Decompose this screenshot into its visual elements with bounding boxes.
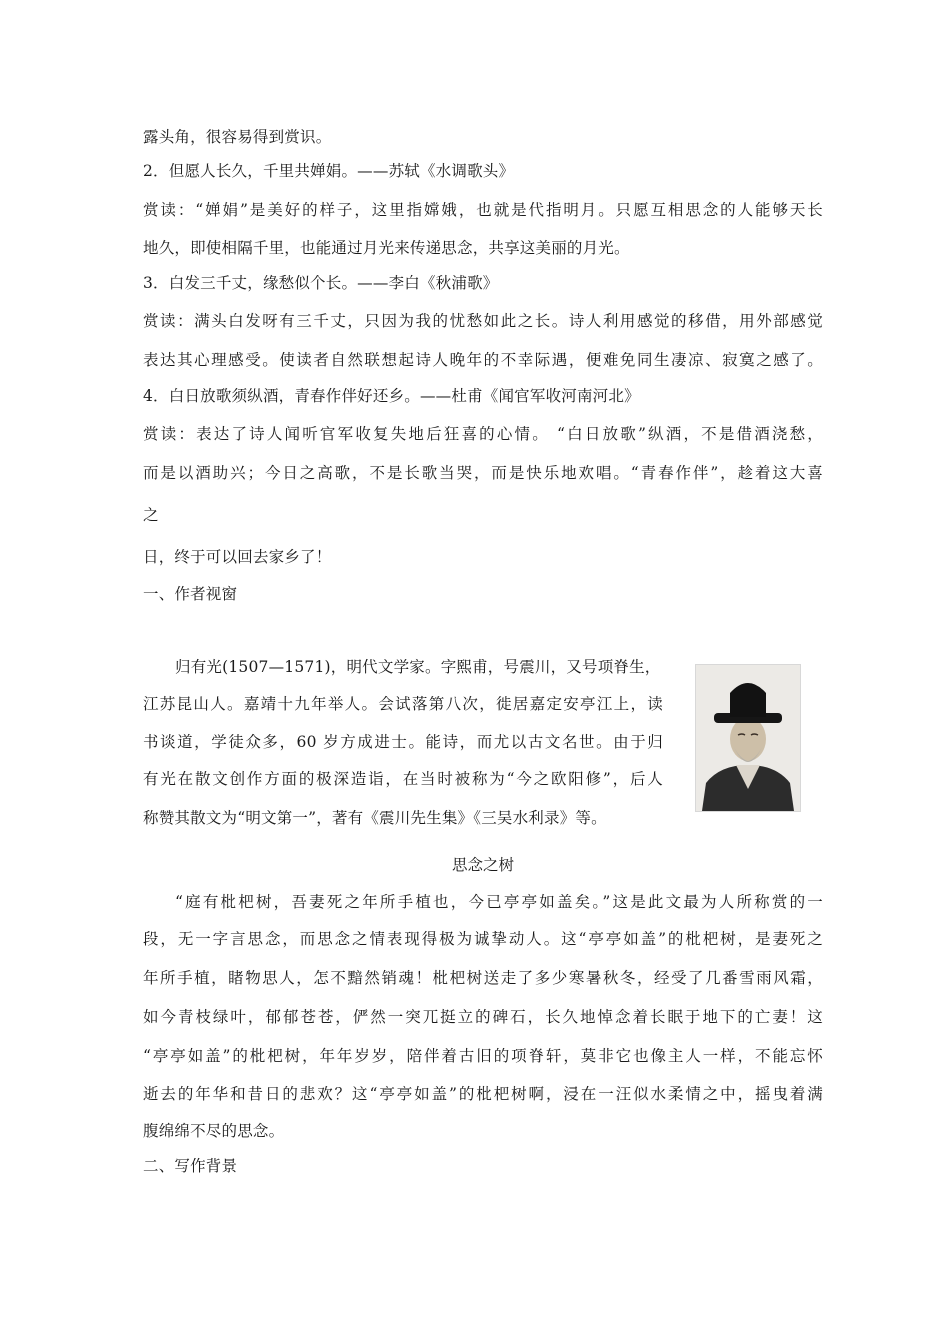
section-heading-author: 一、作者视窗 (143, 585, 238, 603)
text-line: 赏读：满头白发呀有三千丈，只因为我的忧愁如此之长。诗人利用感觉的移借，用外部感觉 (143, 312, 823, 330)
text-line: 而是以酒助兴；今日之高歌，不是长歌当哭，而是快乐地欢唱。“青春作伴”，趁着这大喜 (143, 464, 823, 482)
essay-paragraph-line: 逝去的年华和昔日的悲欢？这“亭亭如盖”的枇杷树啊，浸在一汪似水柔情之中，摇曳着满 (143, 1085, 823, 1103)
essay-paragraph-line: “庭有枇杷树，吾妻死之年所手植也，今已亭亭如盖矣。”这是此文最为人所称赏的一 (175, 893, 823, 911)
poem-quote-3: 3．白发三千丈，缘愁似个长。——李白《秋浦歌》 (143, 274, 499, 292)
portrait-of-gui-youguang-icon (696, 665, 800, 811)
author-portrait (695, 664, 801, 812)
section-heading-background: 二、写作背景 (143, 1157, 238, 1175)
essay-paragraph-line: 年所手植，睹物思人，怎不黯然销魂！枇杷树送走了多少寒暑秋冬，经受了几番雪雨风霜， (143, 969, 823, 987)
text-line: 之 (143, 506, 159, 524)
author-bio-line: 书谈道，学徒众多，60 岁方成进士。能诗，而尤以古文名世。由于归 (143, 733, 663, 751)
poem-quote-4: 4．白日放歌须纵酒，青春作伴好还乡。——杜甫《闻官军收河南河北》 (143, 387, 640, 405)
poem-quote-2: 2．但愿人长久，千里共婵娟。——苏轼《水调歌头》 (143, 162, 515, 180)
text-line: 日，终于可以回去家乡了！ (143, 548, 332, 566)
author-bio-line: 称赞其散文为“明文第一”，著有《震川先生集》《三吴水利录》等。 (143, 809, 607, 827)
essay-paragraph-line: 腹绵绵不尽的思念。 (143, 1122, 285, 1140)
text-line: 地久，即使相隔千里，也能通过月光来传递思念，共享这美丽的月光。 (143, 239, 630, 257)
author-bio-line: 有光在散文创作方面的极深造诣，在当时被称为“今之欧阳修”，后人 (143, 770, 663, 788)
essay-title: 思念之树 (451, 856, 514, 874)
author-bio-line: 归有光(1507—1571)，明代文学家。字熙甫，号震川，又号项脊生， (175, 658, 661, 676)
text-line: 赏读：表达了诗人闻听官军收复失地后狂喜的心情。 “白日放歌”纵酒，不是借酒浇愁， (143, 425, 823, 443)
text-line: 赏读：“婵娟”是美好的样子，这里指嫦娥，也就是代指明月。只愿互相思念的人能够天长 (143, 201, 823, 219)
essay-paragraph-line: “亭亭如盖”的枇杷树，年年岁岁，陪伴着古旧的项脊轩，莫非它也像主人一样，不能忘怀 (143, 1047, 823, 1065)
essay-paragraph-line: 段，无一字言思念，而思念之情表现得极为诚挚动人。这“亭亭如盖”的枇杷树，是妻死之 (143, 930, 823, 948)
text-line: 露头角，很容易得到赏识。 (143, 128, 332, 146)
author-bio-line: 江苏昆山人。嘉靖十九年举人。会试落第八次，徙居嘉定安亭江上，读 (143, 695, 663, 713)
text-line: 表达其心理感受。使读者自然联想起诗人晚年的不幸际遇，便难免同生凄凉、寂寞之感了。 (143, 351, 823, 369)
essay-paragraph-line: 如今青枝绿叶，郁郁苍苍，俨然一突兀挺立的碑石，长久地悼念着长眠于地下的亡妻！这 (143, 1008, 823, 1026)
